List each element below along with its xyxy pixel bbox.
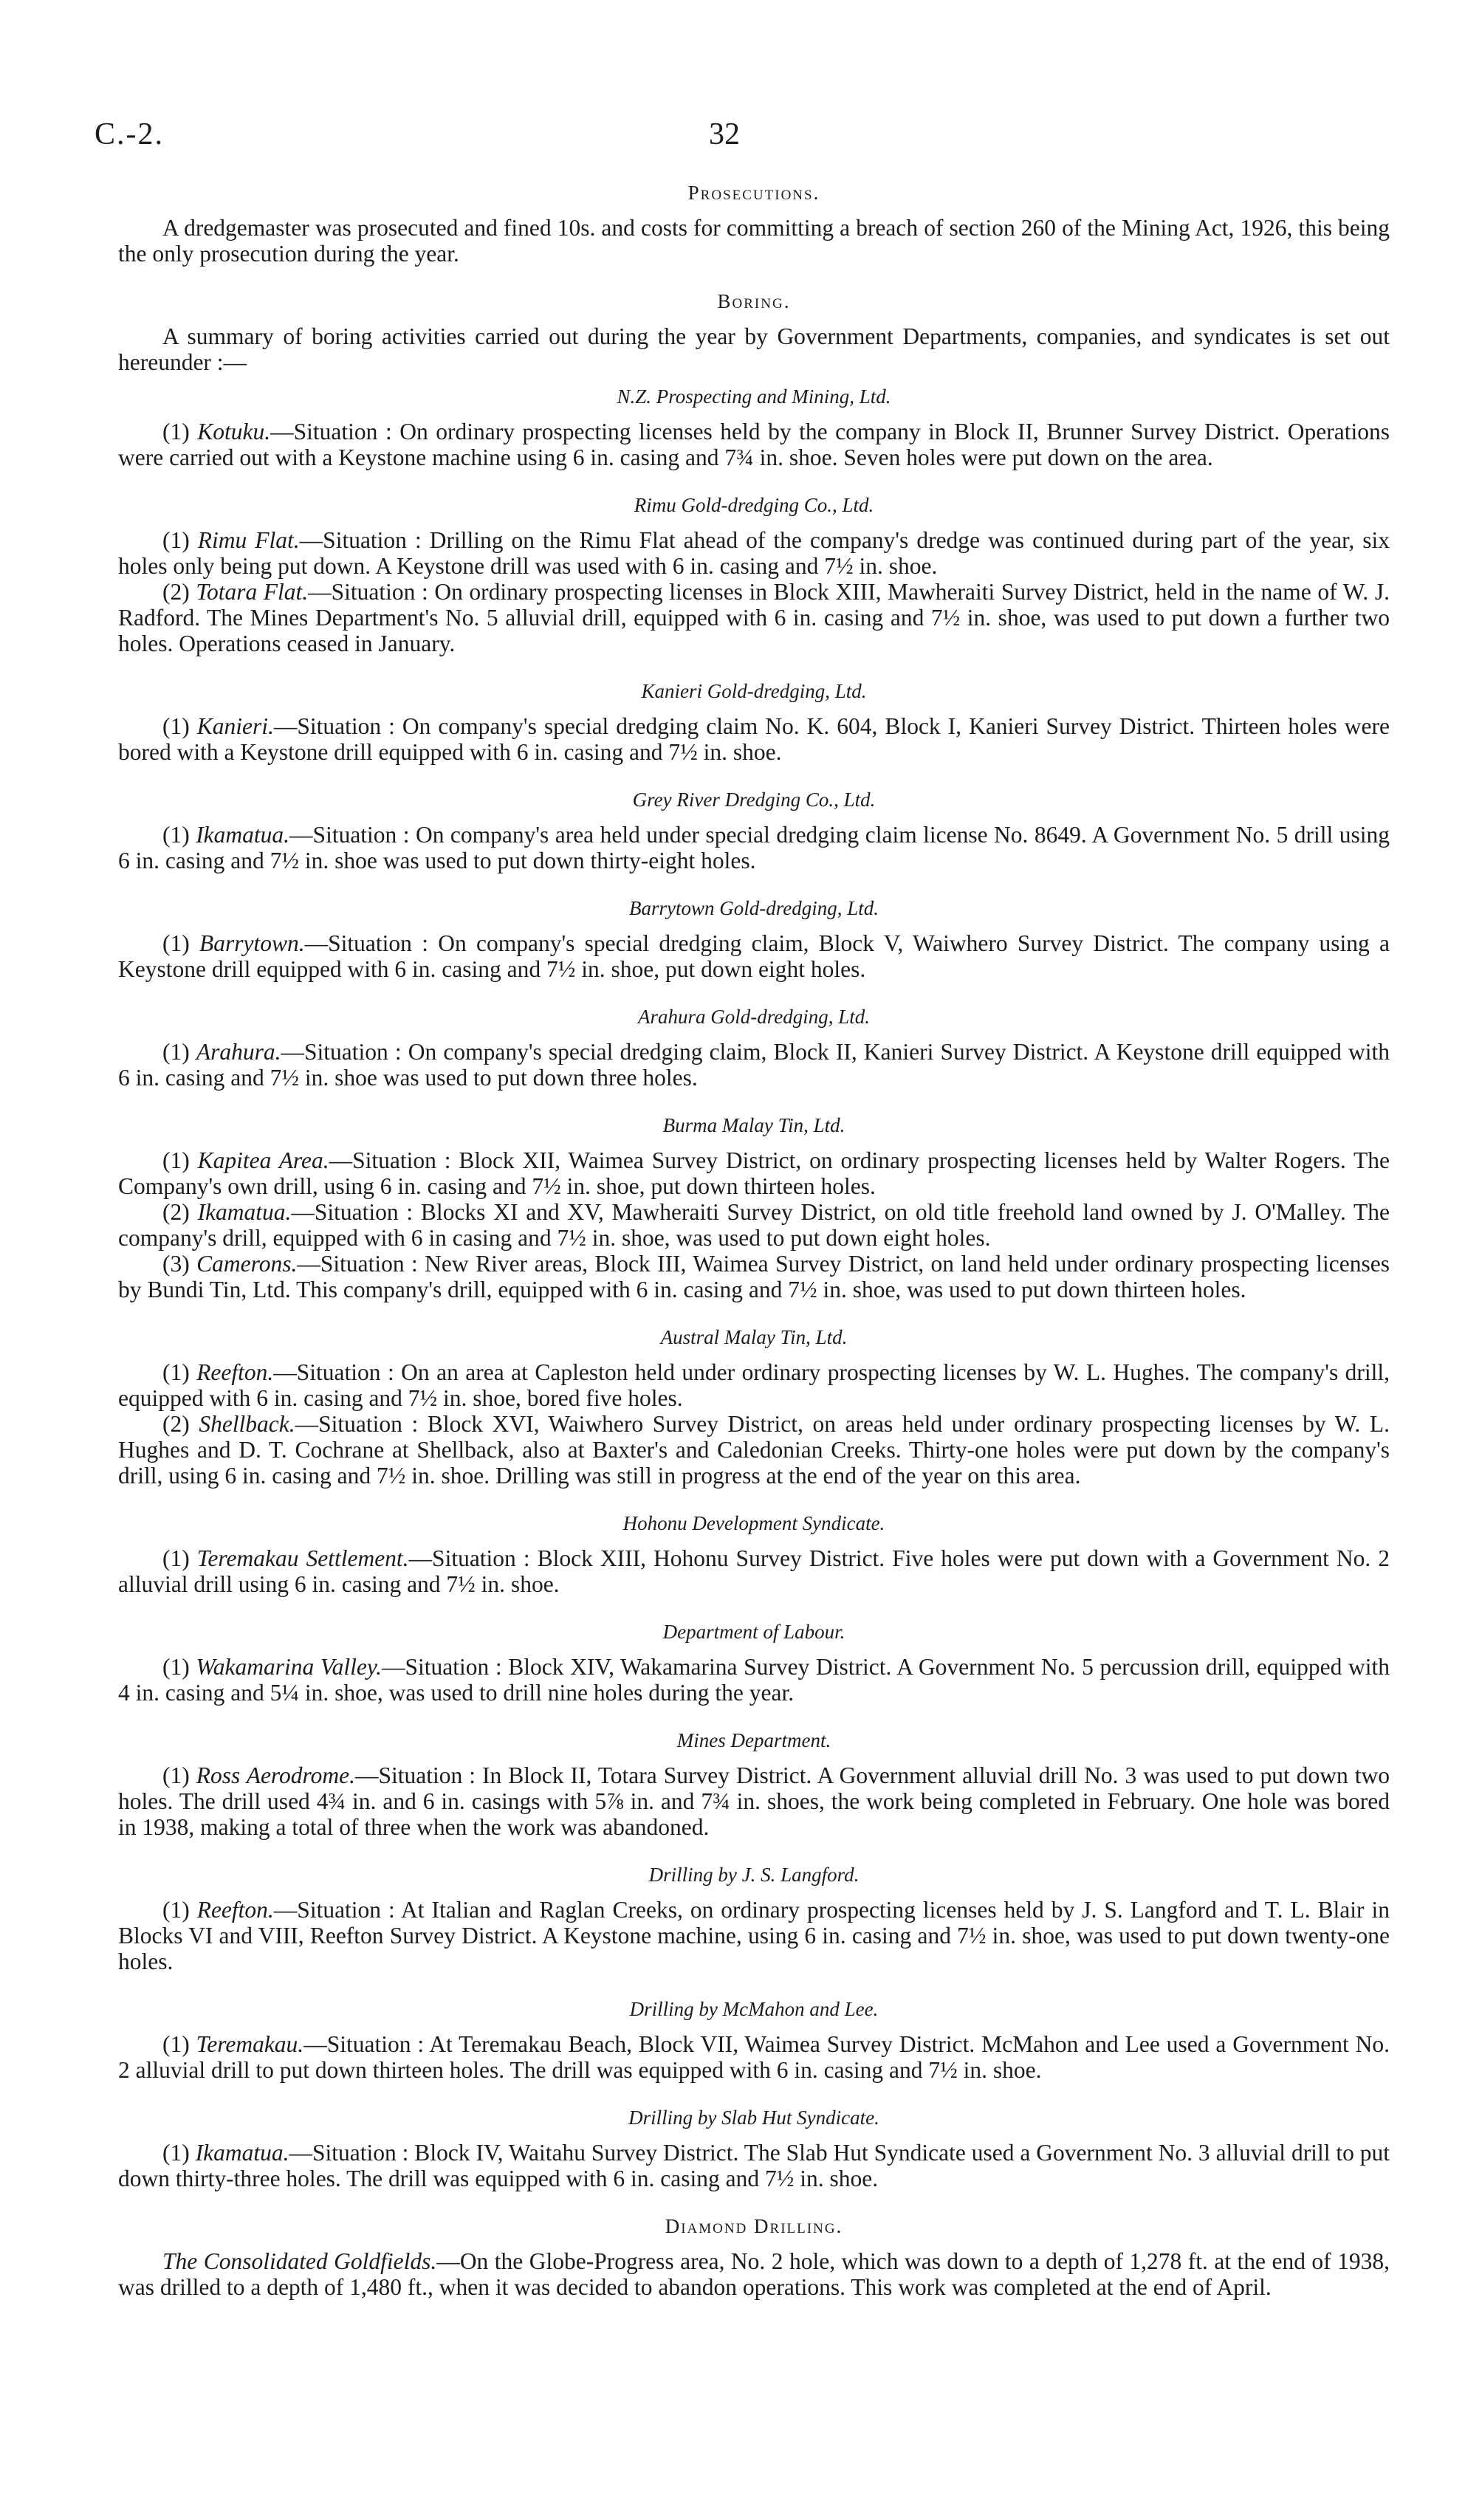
entry-text: —Situation : On an area at Capleston held under ordinary prospecting licenses by W. L. Hughes. The company's drill, equipped with 6 in. casing and 7½ in. shoe, bored five holes. (118, 1359, 1390, 1411)
entry-location: Barrytown. (199, 930, 305, 956)
boring-entry (118, 713, 1390, 765)
entry-number: (2) (162, 1411, 190, 1437)
entry-number: (1) (162, 2031, 190, 2057)
entry-text: —Situation : Block XII, Waimea Survey District, on ordinary prospecting licenses held by Walter Rogers. The Company's own drill, using 6 in. casing and 7½ in. shoe, put down thirteen holes. (118, 1147, 1390, 1199)
entry-text: —Situation : On company's special dredging claim, Block V, Waiwhero Survey District. The company using a Keystone drill equipped with 6 in. casing and 7½ in. shoe, put down eight holes. (118, 930, 1390, 982)
boring-entry (118, 1199, 1390, 1251)
company-heading: Drilling by J. S. Langford. (648, 1864, 860, 1886)
boring-entry (118, 1762, 1390, 1840)
page-header-reference: C.-2. (95, 117, 164, 151)
company-heading: Rimu Gold-dredging Co., Ltd. (634, 494, 874, 516)
entry-text: —Situation : Drilling on the Rimu Flat ahead of the company's dredge was continued during part of the year, six holes only being put down. A Keystone drill was used with 6 in. casing and 7½ in. shoe. (118, 527, 1390, 579)
company-heading: N.Z. Prospecting and Mining, Ltd. (617, 385, 891, 408)
boring-entry (118, 2140, 1390, 2191)
entry-location: Kapitea Area. (197, 1147, 329, 1173)
boring-intro-paragraph: A summary of boring activities carried out during the year by Government Departments, companies, and syndicates is set out hereunder :— (118, 323, 1390, 375)
entry-number: (1) (162, 419, 190, 444)
company-heading: Drilling by Slab Hut Syndicate. (628, 2107, 879, 2129)
company-heading: Mines Department. (676, 1729, 831, 1751)
company-heading: Grey River Dredging Co., Ltd. (632, 789, 876, 811)
boring-entry (118, 1147, 1390, 1199)
boring-entry (118, 1039, 1390, 1091)
page-body (118, 182, 1390, 2300)
boring-entry (118, 930, 1390, 982)
company-heading: Arahura Gold-dredging, Ltd. (637, 1006, 870, 1028)
boring-entry (118, 1251, 1390, 1302)
entry-location: Kanieri. (196, 713, 274, 739)
boring-entry (118, 1359, 1390, 1411)
entry-number: (1) (162, 1897, 190, 1923)
entry-location: Arahura. (196, 1039, 281, 1065)
diamond-company-name: The Consolidated Goldfields. (162, 2248, 437, 2274)
entry-text: —Situation : Block XVI, Waiwhero Survey District, on areas held under ordinary prospecting licenses by W. L. Hughes and D. T. Cochrane at Shellback, also at Baxter's and Caledonian Creeks. Thirty-one holes were put down by the company's drill, using 6 in. casing and 7½ in. shoe. Drilling was still in progress at the end of the year on this area. (118, 1411, 1390, 1489)
company-heading: Burma Malay Tin, Ltd. (662, 1114, 845, 1136)
page-number: 32 (709, 117, 740, 151)
boring-entry (118, 1545, 1390, 1597)
entry-number: (1) (162, 1039, 190, 1065)
company-heading: Hohonu Development Syndicate. (622, 1512, 885, 1534)
entry-number: (1) (162, 930, 190, 956)
entry-text: —Situation : At Teremakau Beach, Block VII, Waimea Survey District. McMahon and Lee used a Government No. 2 alluvial drill to put down thirteen holes. The drill was equipped with 6 in. casing and 7½ in. shoe. (118, 2031, 1390, 2083)
section-heading-boring: Boring. (717, 290, 791, 312)
entry-number: (1) (162, 1545, 190, 1571)
entry-text: —Situation : On ordinary prospecting licenses in Block XIII, Mawheraiti Survey District, held in the name of W. J. Radford. The Mines Department's No. 5 alluvial drill, equipped with 6 in. casing and 7½ in. shoe, was used to put down a further two holes. Operations ceased in January. (118, 579, 1390, 656)
boring-entry (118, 1897, 1390, 1974)
boring-entry (118, 1411, 1390, 1489)
entry-location: Rimu Flat. (197, 527, 300, 553)
entry-text: —Situation : Block IV, Waitahu Survey District. The Slab Hut Syndicate used a Government No. 3 alluvial drill to put down thirty-three holes. The drill was equipped with 6 in. casing and 7½ in. shoe. (118, 2140, 1390, 2191)
entry-text: —Situation : On company's special dredging claim, Block II, Kanieri Survey District. A Keystone drill equipped with 6 in. casing and 7½ in. shoe was used to put down three holes. (118, 1039, 1390, 1091)
section-heading-prosecutions: Prosecutions. (687, 182, 820, 204)
entry-location: Shellback. (199, 1411, 295, 1437)
entry-text: —Situation : On company's area held under special dredging claim license No. 8649. A Government No. 5 drill using 6 in. casing and 7½ in. shoe was used to put down thirty-eight holes. (118, 822, 1390, 873)
diamond-drilling-text: —On the Globe-Progress area, No. 2 hole, which was down to a depth of 1,278 ft. at the end of 1938, was drilled to a depth of 1,480 ft., when it was decided to abandon operations. This work was completed at the end of April. (118, 2248, 1390, 2300)
entry-location: Kotuku. (197, 419, 271, 444)
section-heading-diamond-drilling: Diamond Drilling. (665, 2215, 843, 2237)
company-heading: Department of Labour. (662, 1621, 845, 1643)
boring-entry (118, 822, 1390, 873)
entry-number: (1) (162, 1654, 190, 1680)
entry-location: Reefton. (196, 1359, 274, 1385)
entry-text: —Situation : On company's special dredging claim No. K. 604, Block I, Kanieri Survey District. Thirteen holes were bored with a Keystone drill equipped with 6 in. casing and 7½ in. shoe. (118, 713, 1390, 765)
boring-entry (118, 2031, 1390, 2083)
entry-location: Reefton. (196, 1897, 274, 1923)
entry-number: (1) (162, 822, 190, 848)
entry-text: —Situation : Blocks XI and XV, Mawheraiti Survey District, on old title freehold land owned by J. O'Malley. The company's drill, equipped with 6 in casing and 7½ in. shoe, was used to put down eight holes. (118, 1199, 1390, 1251)
company-heading: Drilling by McMahon and Lee. (629, 1998, 879, 2020)
entry-text: —Situation : New River areas, Block III, Waimea Survey District, on land held under ordinary prospecting licenses by Bundi Tin, Ltd. This company's drill, equipped with 6 in. casing and 7½ in. shoe, was used to put down thirteen holes. (118, 1251, 1390, 1302)
entry-number: (1) (162, 1762, 190, 1788)
entry-number: (3) (162, 1251, 190, 1277)
boring-entry (118, 527, 1390, 579)
entry-location: Ross Aerodrome. (196, 1762, 355, 1788)
entry-number: (1) (162, 1147, 190, 1173)
entry-text: —Situation : On ordinary prospecting licenses held by the company in Block II, Brunner Survey District. Operations were carried out with a Keystone machine using 6 in. casing and 7¾ in. shoe. Seven holes were put down on the area. (118, 419, 1390, 470)
entry-number: (1) (162, 2140, 190, 2166)
entry-number: (1) (162, 713, 190, 739)
entry-location: Ikamatua. (196, 822, 290, 848)
entry-text: —Situation : At Italian and Raglan Creeks, on ordinary prospecting licenses held by J. S. Langford and T. L. Blair in Blocks VI and VIII, Reefton Survey District. A Keystone machine, using 6 in. casing and 7½ in. shoe, was used to put down twenty-one holes. (118, 1897, 1390, 1974)
entry-text: —Situation : In Block II, Totara Survey District. A Government alluvial drill No. 3 was used to put down two holes. The drill used 4¾ in. and 6 in. casings with 5⅞ in. and 7¾ in. shoes, the work being completed in February. One hole was bored in 1938, making a total of three when the work was abandoned. (118, 1762, 1390, 1840)
entry-number: (1) (162, 1359, 190, 1385)
entry-number: (2) (162, 579, 190, 605)
entry-number: (1) (162, 527, 190, 553)
entry-number: (2) (162, 1199, 190, 1225)
entry-location: Ikamatua. (195, 2140, 289, 2166)
diamond-drilling-paragraph (118, 2248, 1390, 2300)
entry-text: —Situation : Block XIV, Wakamarina Survey District. A Government No. 5 percussion drill, equipped with 4 in. casing and 5¼ in. shoe, was used to drill nine holes during the year. (118, 1654, 1390, 1706)
entry-location: Teremakau Settlement. (196, 1545, 409, 1571)
entry-location: Totara Flat. (196, 579, 309, 605)
company-heading: Austral Malay Tin, Ltd. (660, 1326, 848, 1348)
company-heading: Kanieri Gold-dredging, Ltd. (641, 680, 867, 702)
entry-location: Ikamatua. (197, 1199, 292, 1225)
entry-location: Teremakau. (196, 2031, 304, 2057)
entry-text: —Situation : Block XIII, Hohonu Survey District. Five holes were put down with a Government No. 2 alluvial drill using 6 in. casing and 7½ in. shoe. (118, 1545, 1390, 1597)
boring-entry (118, 1654, 1390, 1706)
prosecutions-paragraph: A dredgemaster was prosecuted and fined 10s. and costs for committing a breach of section 260 of the Mining Act, 1926, this being the only prosecution during the year. (118, 215, 1390, 267)
company-heading: Barrytown Gold-dredging, Ltd. (628, 897, 879, 919)
entry-location: Wakamarina Valley. (196, 1654, 382, 1680)
boring-entry (118, 579, 1390, 656)
boring-entry (118, 419, 1390, 470)
entry-location: Camerons. (196, 1251, 298, 1277)
